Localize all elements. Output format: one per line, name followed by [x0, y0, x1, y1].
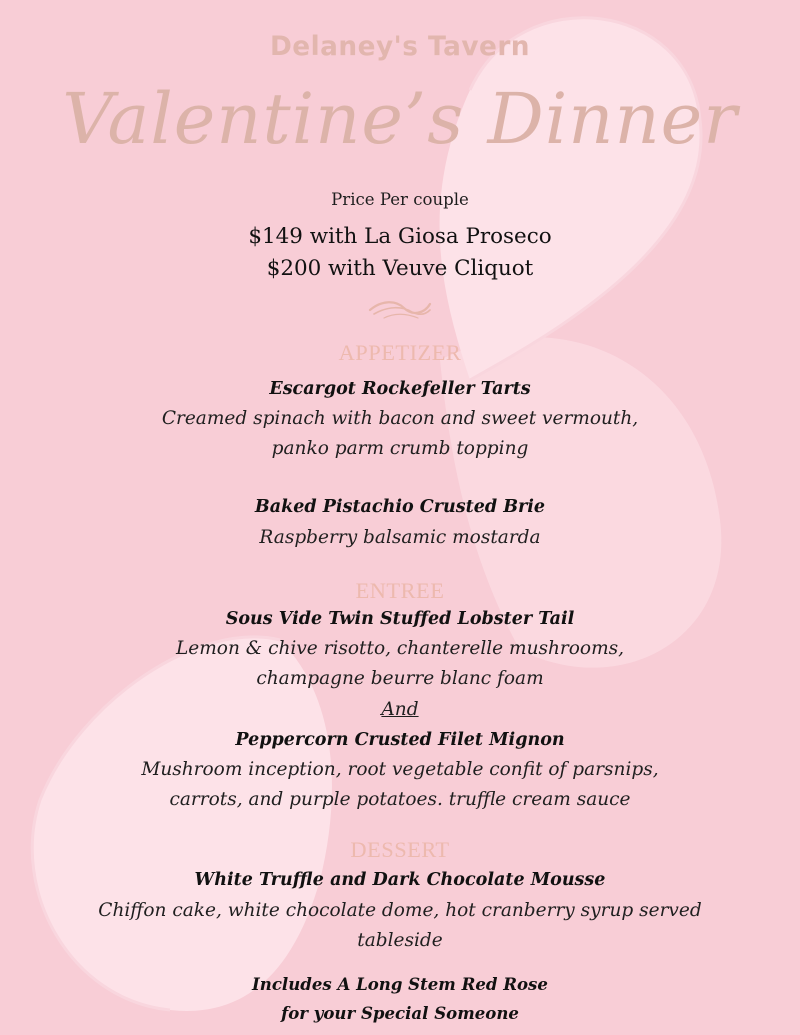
dish-name: Sous Vide Twin Stuffed Lobster Tail — [225, 609, 575, 629]
dish-description: Raspberry balsamic mostarda — [259, 527, 541, 548]
dish-description: Creamed spinach with bacon and sweet vermouth, — [161, 408, 639, 429]
closing-line: Includes A Long Stem Red Rose — [252, 974, 548, 994]
dish-name: Peppercorn Crusted Filet Mignon — [235, 730, 565, 750]
closing-line: for your Special Someone — [281, 1003, 519, 1023]
dish-name: White Truffle and Dark Chocolate Mousse — [194, 870, 606, 890]
section-heading-entree: ENTREE — [355, 578, 445, 603]
dish-joiner: And — [381, 699, 419, 720]
dish-description: Mushroom inception, root vegetable confit of parsnips, — [141, 759, 659, 780]
restaurant-name: Delaney's Tavern — [269, 32, 531, 62]
price-label: Price Per couple — [331, 190, 469, 209]
dish-description: Chiffon cake, white chocolate dome, hot cranberry syrup served — [98, 900, 702, 921]
dish-name: Baked Pistachio Crusted Brie — [254, 497, 546, 517]
dish-description: carrots, and purple potatoes. truffle cream sauce — [169, 789, 631, 810]
flourish-divider-icon — [368, 296, 432, 322]
menu-title: Valentine’s Dinner — [62, 78, 738, 160]
price-option-1: $149 with La Giosa Proseco — [248, 224, 552, 249]
price-option-2: $200 with Veuve Cliquot — [266, 256, 534, 281]
dish-description: panko parm crumb topping — [271, 438, 529, 459]
dish-description: champagne beurre blanc foam — [256, 668, 544, 689]
dish-name: Escargot Rockefeller Tarts — [269, 379, 531, 399]
section-heading-dessert: DESSERT — [350, 837, 450, 862]
dish-description: Lemon & chive risotto, chanterelle mushrooms, — [175, 638, 625, 659]
section-heading-appetizer: APPETIZER — [338, 340, 462, 365]
dish-description: tableside — [357, 930, 443, 951]
